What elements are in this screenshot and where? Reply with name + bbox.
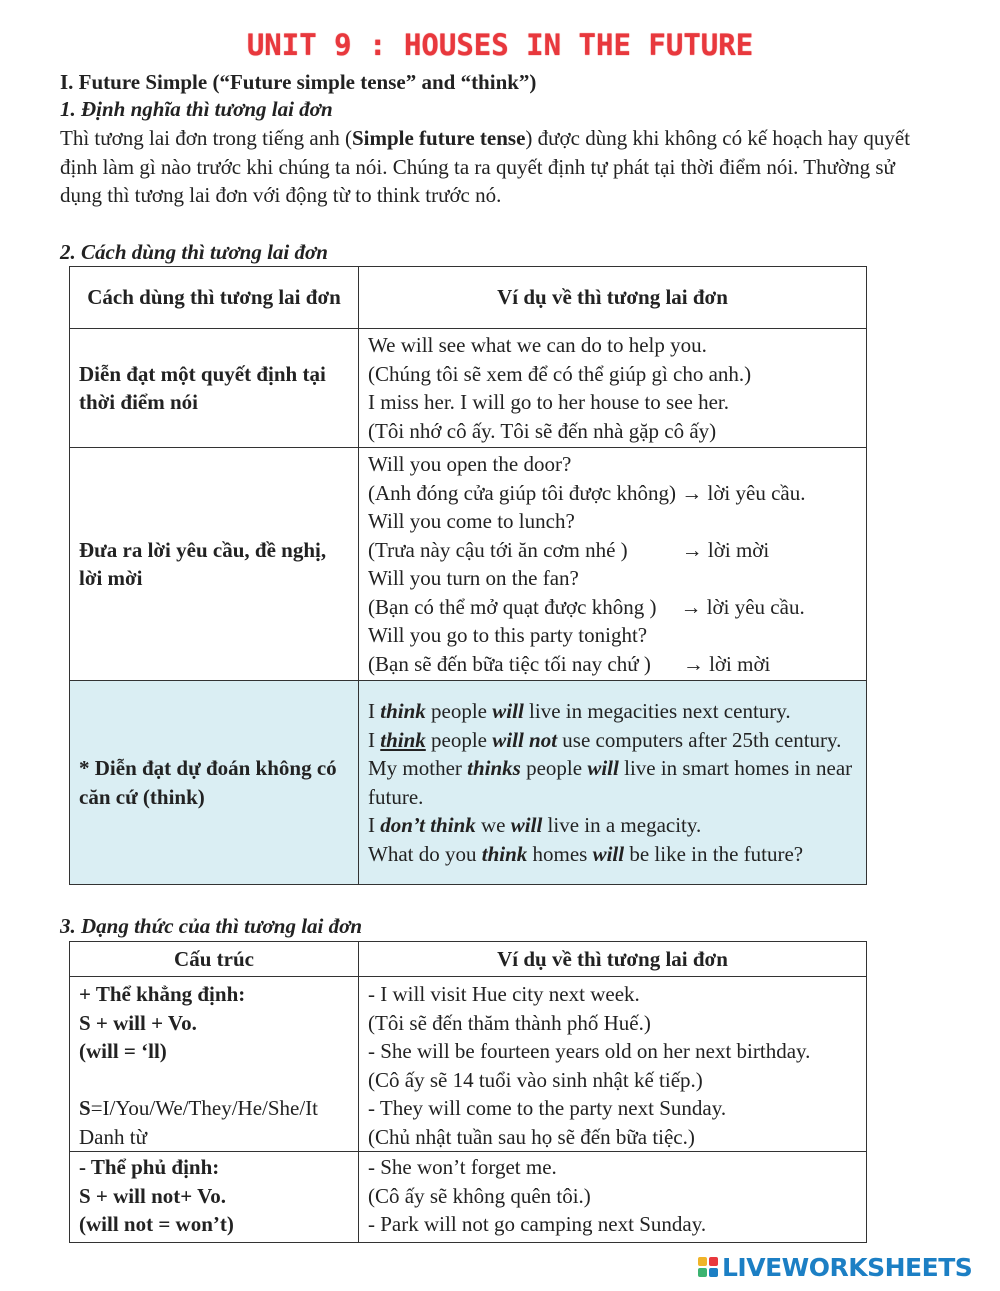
text-part: use computers after 25th century. <box>557 727 842 752</box>
example-line: - Park will not go camping next Sunday. <box>368 1212 707 1236</box>
noun-line: Danh từ <box>79 1124 147 1149</box>
subject-list: =I/You/We/They/He/She/It <box>90 1096 319 1120</box>
example-line: We will see what we can do to help you. <box>368 333 707 357</box>
emphasis: will <box>587 756 619 780</box>
example-line <box>368 840 857 869</box>
structure-cell <box>70 1152 359 1243</box>
examples-cell <box>359 1152 867 1243</box>
example-line: - I will visit Hue city next week. <box>368 982 640 1006</box>
text-part: My mother <box>368 756 468 780</box>
liveworksheets-logo <box>698 1252 972 1282</box>
usage-cell: * Diễn đạt dự đoán không có căn cứ (think) <box>70 681 359 885</box>
header-usage: Cách dùng thì tương lai đơn <box>70 267 359 329</box>
example-note: → lời mời <box>681 537 770 562</box>
emphasis: think <box>380 699 426 723</box>
emphasis: thinks <box>467 756 521 780</box>
structure-cell <box>70 977 359 1152</box>
examples-cell <box>359 681 867 885</box>
structure-line: + Thể khẳng định: <box>79 982 246 1006</box>
usage-cell: Diễn đạt một quyết định tại thời điểm nói <box>70 329 359 448</box>
table-row <box>70 977 867 1152</box>
table-row <box>70 448 867 681</box>
logo-mark-icon <box>698 1255 720 1279</box>
examples-cell <box>359 977 867 1152</box>
example-line <box>368 754 857 811</box>
emphasis: think <box>380 727 426 752</box>
definition-paragraph <box>60 124 940 210</box>
example-line: - She will be fourteen years old on her next birthday. <box>368 1039 811 1063</box>
text-part: people <box>425 699 493 723</box>
table-row <box>70 1152 867 1243</box>
text-part: I <box>368 699 381 723</box>
table-header-row <box>70 942 867 977</box>
example-line: (Chủ nhật tuần sau họ sẽ đến bữa tiệc.) <box>368 1124 695 1149</box>
text-part: I <box>368 727 381 752</box>
example-line: (Tôi sẽ đến thăm thành phố Huế.) <box>368 1010 651 1035</box>
subheading-forms: 3. Dạng thức của thì tương lai đơn <box>60 914 363 938</box>
example-line <box>368 811 857 840</box>
example-text: (Trưa này cậu tới ăn cơm nhé ) <box>368 537 628 562</box>
example-line: (Cô ấy sẽ 14 tuổi vào sinh nhật kế tiếp.) <box>368 1067 703 1092</box>
text-part: live in a megacity. <box>542 813 702 837</box>
example-line: Will you open the door? <box>368 452 572 476</box>
example-line: Will you come to lunch? <box>368 509 575 533</box>
example-line <box>368 697 857 726</box>
structure-line: (will = ‘ll) <box>79 1039 167 1063</box>
para-bold-term: Simple future tense <box>351 126 526 150</box>
example-line: (Cô ấy sẽ không quên tôi.) <box>368 1183 591 1208</box>
text-part: I <box>368 813 381 837</box>
structure-line: (will not = won’t) <box>79 1212 234 1236</box>
text-part: homes <box>527 841 593 866</box>
text-part: What do you <box>368 841 482 866</box>
example-text: (Bạn có thể mở quạt được không ) <box>368 594 657 619</box>
text-part: be like in the future? <box>624 841 804 866</box>
usage-cell: Đưa ra lời yêu cầu, đề nghị, lời mời <box>70 448 359 681</box>
usage-table <box>69 266 867 885</box>
text-part: people <box>425 727 493 752</box>
emphasis: don’t think <box>380 813 476 837</box>
emphasis: will <box>510 813 543 837</box>
header-examples: Ví dụ về thì tương lai đơn <box>359 267 867 329</box>
example-line <box>368 593 857 622</box>
example-line: Will you go to this party tonight? <box>368 623 648 647</box>
section-heading: I. Future Simple (“Future simple tense” and “think”) <box>60 70 537 94</box>
structure-line: S + will + Vo. <box>79 1010 197 1035</box>
forms-table <box>69 941 867 1243</box>
table-row <box>70 329 867 448</box>
example-line: (Chúng tôi sẽ xem để có thể giúp gì cho anh.) <box>368 361 752 386</box>
spacer <box>79 1066 349 1095</box>
example-line: Will you turn on the fan? <box>368 566 579 590</box>
example-line: (Tôi nhớ cô ấy. Tôi sẽ đến nhà gặp cô ấy) <box>368 418 717 443</box>
emphasis: will not <box>492 727 558 752</box>
example-line: (Anh đóng cửa giúp tôi được không) → lời yêu cầu. <box>368 480 806 505</box>
example-line: - They will come to the party next Sunday. <box>368 1096 727 1120</box>
subject-line <box>79 1094 349 1123</box>
examples-cell <box>359 448 867 681</box>
example-text: (Bạn sẽ đến bữa tiệc tối nay chứ ) <box>368 651 651 676</box>
emphasis: will <box>592 841 625 866</box>
text-part: people <box>520 756 588 780</box>
emphasis: think <box>481 841 528 866</box>
text-part: we <box>475 813 511 837</box>
text-part: live in smart homes in near future. <box>368 756 853 809</box>
subheading-definition: 1. Định nghĩa thì tương lai đơn <box>60 97 333 121</box>
table-header-row <box>70 267 867 329</box>
example-line <box>368 536 857 565</box>
text-part: live in megacities next century. <box>523 699 791 723</box>
example-line <box>368 726 857 755</box>
structure-line: S + will not+ Vo. <box>79 1183 227 1208</box>
subheading-usage: 2. Cách dùng thì tương lai đơn <box>60 240 328 264</box>
structure-line: - Thể phủ định: <box>79 1155 220 1179</box>
header-structure: Cấu trúc <box>70 942 359 977</box>
header-examples: Ví dụ về thì tương lai đơn <box>359 942 867 977</box>
para-text-1: Thì tương lai đơn trong tiếng anh ( <box>60 126 352 150</box>
subject-symbol: S <box>79 1096 91 1120</box>
para-text-2: ) được dùng khi không có kế hoạch hay quyết định làm gì nào trước khi chúng ta nói. Chúng ta ra quyết định tự phát tại thời điểm nói. Thường sử dụng thì tương lai đơn với động từ to think trước nó. <box>60 126 911 207</box>
example-line <box>368 650 857 679</box>
emphasis: will <box>492 699 524 723</box>
page-title: UNIT 9 : HOUSES IN THE FUTURE <box>246 28 754 62</box>
table-row-highlighted <box>70 681 867 885</box>
example-note: → lời yêu cầu. <box>680 594 805 619</box>
examples-cell <box>359 329 867 448</box>
example-note: → lời mời <box>682 651 771 676</box>
example-line: I miss her. I will go to her house to see her. <box>368 390 730 414</box>
watermark-text: LIVEWORKSHEETS <box>722 1252 973 1282</box>
example-line: - She won’t forget me. <box>368 1155 557 1179</box>
